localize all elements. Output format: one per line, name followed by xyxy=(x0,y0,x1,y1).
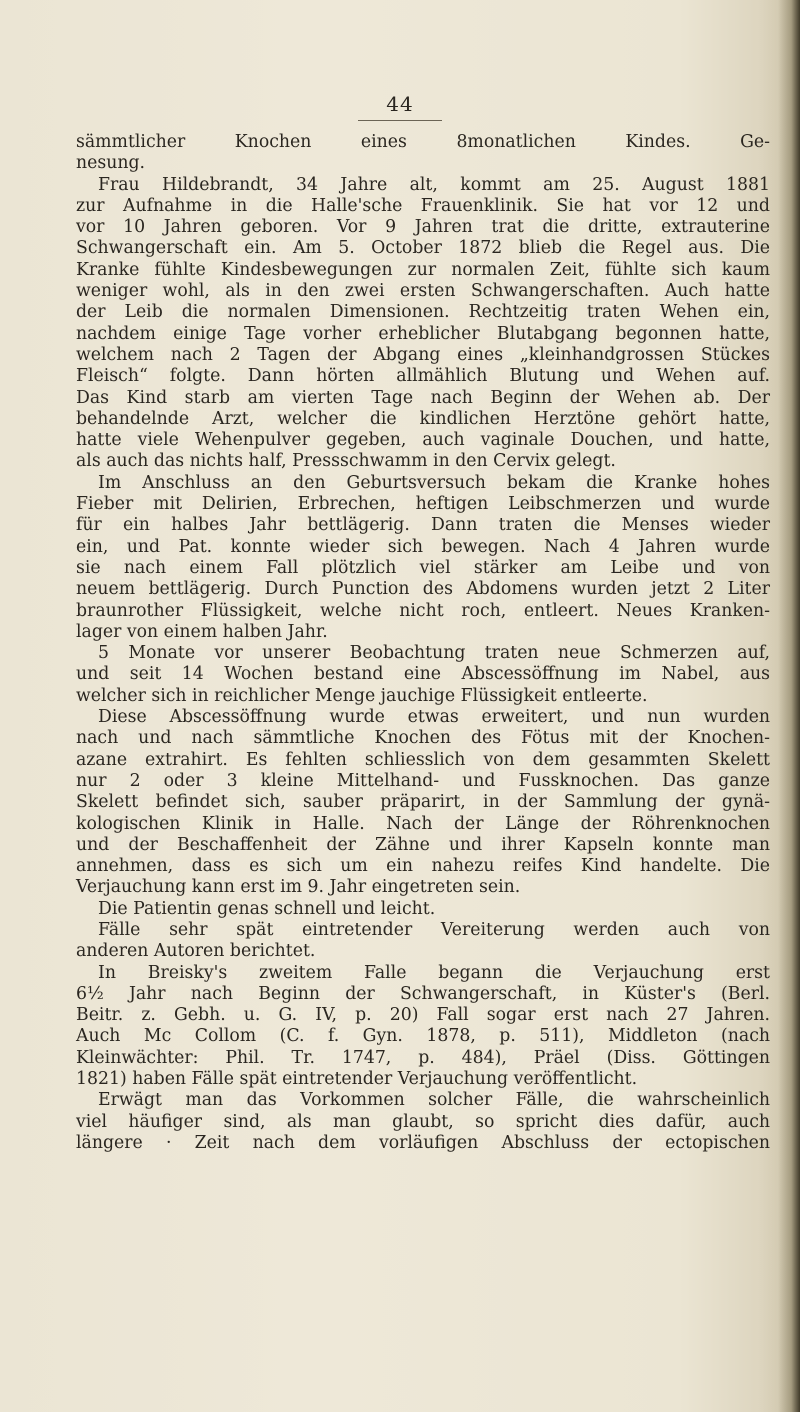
text-line: nachdem einige Tage vorher erheblicher Blutabgang begonnen hatte, xyxy=(76,323,770,344)
text-line: viel häufiger sind, als man glaubt, so spricht dies dafür, auch xyxy=(76,1111,770,1132)
text-line: 5 Monate vor unserer Beobachtung traten neue Schmerzen auf, xyxy=(98,643,770,664)
text-line: Fleisch“ folgte. Dann hörten allmählich Blutung und Wehen auf. xyxy=(76,366,770,387)
text-line: und seit 14 Wochen bestand eine Abscessöffnung im Nabel, aus xyxy=(76,664,770,685)
text-line: hatte viele Wehenpulver gegeben, auch vaginale Douchen, und hatte, xyxy=(76,430,770,451)
text-line: längere · Zeit nach dem vorläufigen Abschluss der ectopischen xyxy=(76,1132,770,1153)
text-line: der Leib die normalen Dimensionen. Rechtzeitig traten Wehen ein, xyxy=(76,302,770,323)
page-edge-shadow xyxy=(778,0,800,1412)
text-line: weniger wohl, als in den zwei ersten Schwangerschaften. Auch hatte xyxy=(76,281,770,302)
text-line: Skelett befindet sich, sauber präparirt, in der Sammlung der gynä- xyxy=(76,792,770,813)
text-line: welcher sich in reichlicher Menge jauchige Flüssigkeit entleerte. xyxy=(76,685,648,706)
body-text xyxy=(76,132,770,1154)
text-line: sie nach einem Fall plötzlich viel stärker am Leibe und von xyxy=(76,557,770,578)
text-line: ein, und Pat. konnte wieder sich bewegen. Nach 4 Jahren wurde xyxy=(76,536,770,557)
text-line: Diese Abscessöffnung wurde etwas erweitert, und nun wurden xyxy=(98,707,770,728)
text-line: Kranke fühlte Kindesbewegungen zur normalen Zeit, fühlte sich kaum xyxy=(76,259,770,280)
text-line: Kleinwächter: Phil. Tr. 1747, p. 484), Präel (Diss. Göttingen xyxy=(76,1047,770,1068)
text-line: Fälle sehr spät eintretender Vereiterung werden auch von xyxy=(98,919,770,940)
text-line: Das Kind starb am vierten Tage nach Beginn der Wehen ab. Der xyxy=(76,387,770,408)
text-line: und der Beschaffenheit der Zähne und ihrer Kapseln konnte man xyxy=(76,834,770,855)
text-line: nur 2 oder 3 kleine Mittelhand- und Fussknochen. Das ganze xyxy=(76,770,770,791)
text-line: Im Anschluss an den Geburtsversuch bekam die Kranke hohes xyxy=(98,472,770,493)
text-line: annehmen, dass es sich um ein nahezu reifes Kind handelte. Die xyxy=(76,856,770,877)
text-line: sämmtlicher Knochen eines 8monatlichen Kindes. Ge- xyxy=(76,132,770,152)
text-line: Fieber mit Delirien, Erbrechen, heftigen Leibschmerzen und wurde xyxy=(76,494,770,515)
text-line: Beitr. z. Gebh. u. G. IV, p. 20) Fall sogar erst nach 27 Jahren. xyxy=(76,1005,770,1026)
text-line: anderen Autoren berichtet. xyxy=(76,941,316,962)
text-line: Die Patientin genas schnell und leicht. xyxy=(98,898,436,919)
text-line: kologischen Klinik in Halle. Nach der Länge der Röhrenknochen xyxy=(76,813,770,834)
text-line: 6½ Jahr nach Beginn der Schwangerschaft, in Küster's (Berl. xyxy=(76,983,770,1004)
text-line: zur Aufnahme in die Halle'sche Frauenklinik. Sie hat vor 12 und xyxy=(76,195,770,216)
text-line: Schwangerschaft ein. Am 5. October 1872 blieb die Regel aus. Die xyxy=(76,238,770,259)
page-number: 44 xyxy=(386,92,414,116)
text-line: vor 10 Jahren geboren. Vor 9 Jahren trat die dritte, extrauterine xyxy=(76,217,770,238)
text-line: neuem bettlägerig. Durch Punction des Abdomens wurden jetzt 2 Liter xyxy=(76,579,770,600)
text-line: Frau Hildebrandt, 34 Jahre alt, kommt am 25. August 1881 xyxy=(98,174,770,195)
text-line: lager von einem halben Jahr. xyxy=(76,621,328,642)
header-rule xyxy=(358,120,442,121)
text-line: In Breisky's zweitem Falle begann die Verjauchung erst xyxy=(98,962,770,983)
text-line: braunrother Flüssigkeit, welche nicht roch, entleert. Neues Kranken- xyxy=(76,600,770,621)
text-line: welchem nach 2 Tagen der Abgang eines „kleinhandgrossen Stückes xyxy=(76,344,770,365)
text-line: azane extrahirt. Es fehlten schliesslich von dem gesammten Skelett xyxy=(76,749,770,770)
text-line: für ein halbes Jahr bettlägerig. Dann traten die Menses wieder xyxy=(76,515,770,536)
text-line: Auch Mc Collom (C. f. Gyn. 1878, p. 511), Middleton (nach xyxy=(76,1026,770,1047)
text-line: 1821) haben Fälle spät eintretender Verjauchung veröffentlicht. xyxy=(76,1069,638,1090)
text-line: als auch das nichts half, Pressschwamm in den Cervix gelegt. xyxy=(76,451,616,472)
text-line: nesung. xyxy=(76,153,146,174)
text-line: Verjauchung kann erst im 9. Jahr eingetreten sein. xyxy=(76,877,521,898)
text-line: nach und nach sämmtliche Knochen des Fötus mit der Knochen- xyxy=(76,728,770,749)
text-line: Erwägt man das Vorkommen solcher Fälle, die wahrscheinlich xyxy=(98,1090,770,1111)
text-line: behandelnde Arzt, welcher die kindlichen Herztöne gehört hatte, xyxy=(76,408,770,429)
